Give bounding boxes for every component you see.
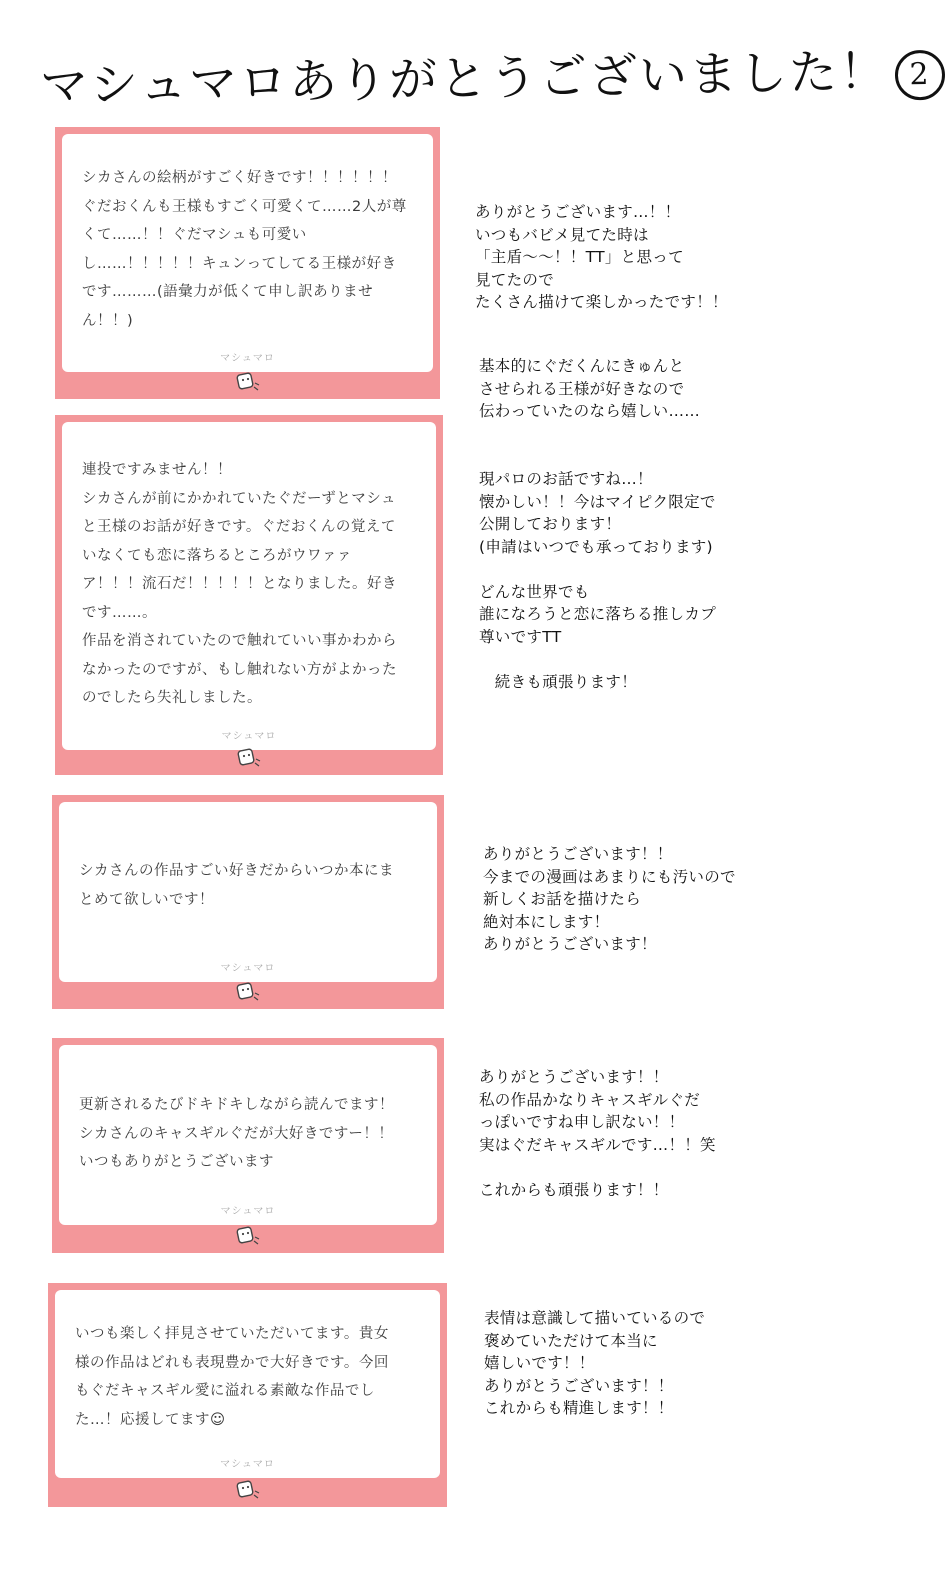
marshmallow-card-4 (52, 1038, 444, 1253)
card-brand-label: マシュマロ (220, 1206, 276, 1217)
reply-text-1: ありがとうございます…！！ いつもバビメ見てた時は 「主盾〜〜！！TT」と思って 見てたので たくさん描けて楽しかったです！！ (475, 203, 728, 311)
card-brand-label: マシュマロ (220, 353, 275, 364)
page-number-badge: 2 (895, 49, 946, 100)
marshmallow-logo-icon (235, 981, 261, 1003)
reply-text-2: 基本的にぐだくんにきゅんと させられる王様が好きなので 伝わっていたのなら嬉しい…… (479, 357, 701, 420)
page-title (39, 34, 931, 127)
card-brand-label: マシュマロ (221, 731, 277, 742)
card-body (55, 1290, 440, 1478)
reply-text-3: 現パロのお話ですね…！ 懐かしい！！今はマイピク限定で 公開しております！ (申請はいつでも承っております) どんな世界でも 誰になろうと恋に落ちる推しカプ 尊いですTT 続きも頑張ります！ (479, 470, 717, 691)
marshmallow-card-1 (55, 127, 440, 399)
marshmallow-card-5 (48, 1283, 447, 1507)
reply-text-5: ありがとうございます！！ 私の作品かなりキャスギルぐだ っぽいですね申し訳ない！！ 実はぐだキャスギルです…！！笑 これからも頑張ります！！ (479, 1068, 716, 1199)
card-message: いつも楽しく拝見させていただいてます。貴女 様の作品はどれも表現豊かで大好きです。今回 もぐだキャスギル愛に溢れる素敵な作品でし た…！応援してます☺ (75, 1326, 389, 1428)
card-brand-label: マシュマロ (220, 963, 276, 974)
reply-text-4: ありがとうございます！！ 今までの漫画はあまりにも汚いので 新しくお話を描けたら 絶対本にします！ ありがとうございます！ (483, 845, 736, 953)
card-brand-label: マシュマロ (220, 1459, 275, 1470)
card-body (59, 802, 437, 982)
card-body (62, 134, 433, 372)
card-message: シカさんの作品すごい好きだからいつか本にま とめて欲しいです！ (79, 863, 394, 908)
marshmallow-logo-icon (235, 371, 261, 393)
marshmallow-card-2 (55, 415, 443, 775)
card-message: 連投ですみません！！ シカさんが前にかかれていたぐだーずとマシュ と王様のお話が好きです。ぐだおくんの覚えて いなくても恋に落ちるところがウワァァ ア！！！流石だ！！！！！となりました。好き です……。 作品を消されていたので触れていい事かわから なかったのですが、もし触れない方がよかった のでしたら失礼しました。 (82, 462, 397, 706)
title-text: マシュマロありがとうございました！ (39, 43, 890, 115)
marshmallow-logo-icon (235, 1479, 261, 1501)
reply-text-6: 表情は意識して描いているので 褒めていただけて本当に 嬉しいです！！ ありがとうございます！！ これからも精進します！！ (484, 1309, 706, 1417)
card-body (62, 422, 436, 750)
card-body (59, 1045, 437, 1225)
card-message: 更新されるたびドキドキしながら読んでます！ シカさんのキャスギルぐだが大好きですー！！ いつもありがとうございます (79, 1097, 394, 1170)
marshmallow-card-3 (52, 795, 444, 1009)
marshmallow-logo-icon (235, 1225, 261, 1247)
marshmallow-logo-icon (236, 747, 262, 769)
card-message: シカさんの絵柄がすごく好きです！！！！！！ ぐだおくんも王様もすごく可愛くて……2人が尊 くて……！！ぐだマシュも可愛い し……！！！！！キュンってしてる王様が好き です………(語彙力が低くて申し訳ありませ ん！！) (82, 170, 407, 329)
